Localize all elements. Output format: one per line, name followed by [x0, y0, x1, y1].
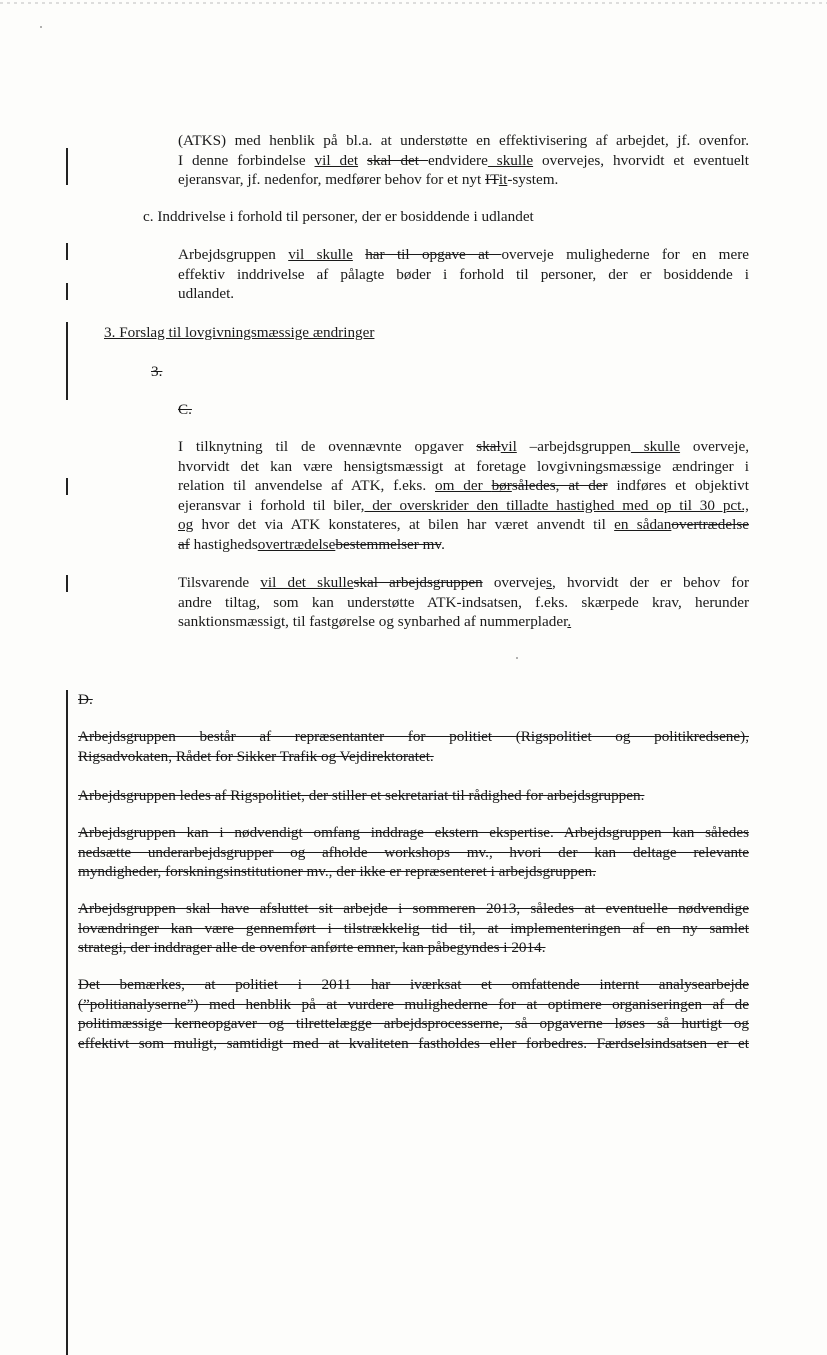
text-run: ejeransvar i forhold til biler: [178, 496, 361, 514]
deleted-text: skal det: [367, 151, 428, 169]
deleted-text: har til opgave at: [365, 246, 502, 263]
text-line: [178, 437, 749, 457]
text-run: indføres et objektivt: [607, 477, 749, 495]
deleted-text: af: [178, 535, 190, 553]
inserted-text: skulle: [630, 438, 681, 455]
deleted-line: Arbejdsgruppen ledes af Rigspolitiet, der stiller et sekretariat til rådighed for arbejdsgruppen.: [78, 787, 645, 804]
text-line: [178, 535, 749, 555]
text-run: overveje mulighederne for en mere: [501, 246, 750, 263]
inserted-text: en sådan: [614, 516, 672, 534]
text-line: [178, 573, 749, 593]
text-line: [178, 593, 749, 613]
text-run: udlandet.: [178, 285, 235, 303]
text-line: [178, 612, 749, 632]
inserted-text: om der: [435, 477, 492, 495]
text-run: effektiv inddrivelse af pålagte bøder i forhold til personer, der er bosiddende i: [178, 265, 749, 283]
inserted-text: overtrædelse: [257, 535, 336, 553]
text-line: [178, 284, 749, 304]
deleted-line: effektivt som muligt, samtidigt med at kvaliteten fastholdes eller forbedres. Færdselsindsatsen er et: [78, 1034, 749, 1052]
deleted-line: Rigsadvokaten, Rådet for Sikker Trafik og Vejdirektoratet.: [78, 747, 434, 765]
change-bar: [66, 283, 68, 300]
inserted-text: it: [498, 171, 508, 189]
text-run: [353, 246, 365, 263]
text-run: Tilsvarende: [178, 574, 261, 591]
deleted-line: myndigheder, forskningsinstitutioner mv., der ikke er repræsenteret i arbejdsgruppen.: [78, 863, 597, 881]
inserted-text: vil det skulle: [260, 574, 354, 591]
change-bar: [66, 690, 68, 1355]
deleted-line: politimæssige kerneopgaver og tilrettelægge arbejdsprocesserne, så opgaverne løses så hurtigt og: [78, 1015, 749, 1033]
deleted-paragraph: [78, 899, 749, 958]
text-run: -system.: [507, 171, 559, 189]
text-run: overveje: [482, 574, 547, 591]
text-run: overvejes, hvorvidt et eventuelt: [533, 151, 749, 169]
change-bar: [66, 478, 68, 495]
inserted-text: , der overskrider den tilladte hastighed med op til 30 pct.,: [360, 496, 749, 514]
text-run: –arbejdsgruppen: [516, 438, 631, 455]
text-line: [178, 151, 749, 171]
text-run: , hvorvidt der er behov for: [552, 574, 750, 591]
deleted-line: Arbejdsgruppen skal have afsluttet sit arbejde i sommeren 2013, således at eventuelle nødvendige: [78, 900, 749, 917]
deleted-section-letter: D.: [78, 691, 93, 708]
text-line: [178, 245, 749, 265]
text-run: .: [441, 535, 445, 553]
change-bar: [66, 575, 68, 592]
inserted-text: s: [546, 574, 553, 591]
text-run: [358, 152, 367, 169]
text-run: ejeransvar, jf. nedenfor, medfører behov for et nyt: [178, 171, 486, 189]
text-line: [178, 515, 749, 535]
text-run: hvor det via ATK konstateres, at bilen har været anvendt til: [193, 516, 615, 534]
deleted-paragraph: [78, 786, 749, 806]
text-run: hvorvidt det kan være hensigtsmæssigt at foretage lovgivningsmæssige ændringer i: [178, 457, 749, 475]
deleted-text: overtrædelse: [671, 516, 749, 534]
text-line: [178, 170, 749, 190]
scan-speck: [40, 26, 42, 28]
text-run: overveje,: [680, 438, 749, 455]
text-run: andre tiltag, som kan understøtte ATK-indsatsen, f.eks. skærpede krav, herunder: [178, 593, 749, 611]
deleted-paragraph: [78, 823, 749, 882]
text-line: [178, 476, 749, 496]
inserted-text: og: [178, 516, 194, 534]
text-run: (ATKS) med henblik på bl.a. at understøtte en effektivisering af arbejdet, jf. ovenfor.: [178, 132, 749, 149]
measures-paragraph: [178, 573, 749, 632]
text-run: endvidere: [427, 151, 488, 169]
deleted-text: skal: [476, 438, 501, 455]
inserted-text: vil: [500, 438, 517, 455]
deleted-line: nedsætte underarbejdsgrupper og afholde workshops mv., hvori der kan deltage relevante: [78, 843, 749, 861]
deleted-paragraph: [78, 727, 749, 766]
deleted-numbering: 3.: [151, 363, 163, 380]
inserted-text: bør: [491, 477, 512, 495]
deleted-line: strategi, der inddrager alle de ovenfor anførte emner, kan påbegyndes i 2014.: [78, 939, 546, 957]
scan-artifact-top: [0, 2, 827, 4]
text-run: hastigheds: [189, 535, 258, 553]
change-bar: [66, 322, 68, 400]
text-run: sanktionsmæssigt, til fastgørelse og synbarhed af nummerplader: [178, 613, 568, 631]
text-line: [178, 496, 749, 516]
intro-paragraph: [178, 131, 749, 190]
legislative-paragraph: [178, 437, 749, 555]
change-bar: [66, 148, 68, 185]
section-3-heading: 3. Forslag til lovgivningsmæssige ændringer: [104, 324, 375, 341]
deleted-text: IT: [485, 171, 499, 189]
deleted-line: lovændringer kan være gennemført i tilstrækkelig tid til, at implementeringen af en ny samlet: [78, 919, 749, 937]
text-run: I tilknytning til de ovennævnte opgaver: [178, 438, 477, 455]
section-c-paragraph: [178, 245, 749, 304]
deleted-letter: C.: [178, 401, 192, 418]
deleted-paragraph: [78, 975, 749, 1053]
text-run: Arbejdsgruppen: [178, 246, 289, 263]
deleted-text: således, at der: [511, 477, 608, 495]
deleted-line: Det bemærkes, at politiet i 2011 har iværksat et omfattende internt analysearbejde: [78, 976, 749, 993]
text-run: I denne forbindelse: [178, 151, 315, 169]
inserted-text: .: [567, 613, 572, 631]
inserted-text: skulle: [487, 151, 534, 169]
deleted-line: (”politianalyserne”) med henblik på at vurdere mulighederne for at optimere organiseringen af de: [78, 995, 749, 1013]
text-line: [178, 457, 749, 477]
change-bar: [66, 243, 68, 260]
deleted-text: skal arbejdsgruppen: [353, 574, 483, 591]
deleted-line: Arbejdsgruppen består af repræsentanter for politiet (Rigspolitiet og politikredsene),: [78, 728, 749, 745]
inserted-text: vil skulle: [288, 246, 353, 263]
deleted-text: bestemmelser mv: [335, 535, 442, 553]
section-c-heading: c. Inddrivelse i forhold til personer, der er bosiddende i udlandet: [143, 208, 534, 225]
text-line: [178, 265, 749, 285]
text-line: [178, 131, 749, 151]
text-run: relation til anvendelse af ATK, f.eks.: [178, 477, 435, 495]
scan-speck: [516, 657, 518, 659]
inserted-text: vil det: [314, 151, 359, 169]
deleted-line: Arbejdsgruppen kan i nødvendigt omfang inddrage ekstern ekspertise. Arbejdsgruppen kan således: [78, 824, 749, 841]
